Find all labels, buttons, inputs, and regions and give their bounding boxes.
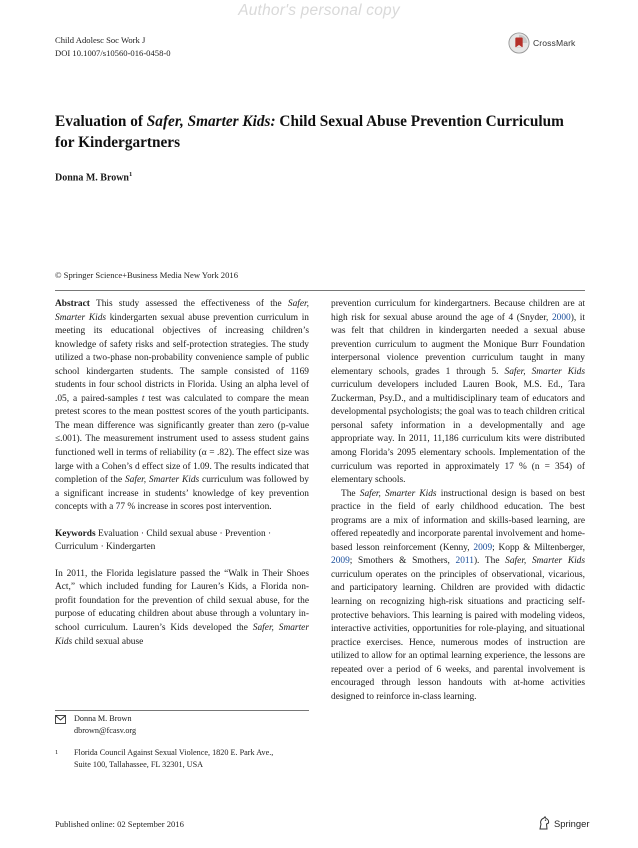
crossmark-badge[interactable] xyxy=(508,31,588,55)
publisher-name: Springer xyxy=(554,817,590,829)
contact-name: Donna M. Brown xyxy=(74,714,132,723)
left-column xyxy=(55,298,309,649)
footnote-divider xyxy=(55,710,309,711)
intro-paragraph: In 2011, the Florida legislature passed the “Walk in Their Shoes Act,” which included funding for Lauren’s Kids, a Florida non-profit foundation for the prevention of child sexual abuse, for the purpose of educating children about abuse through a voluntary in-school curriculum. Lauren’s Kids developed the Safer, Smarter Kids child sexual abuse xyxy=(55,568,309,647)
affiliation-number: 1 xyxy=(55,749,59,756)
affiliation-line: Florida Council Against Sexual Violence, 1820 E. Park Ave., xyxy=(74,748,274,757)
paragraph: prevention curriculum for kindergartners. Because children are at high risk for sexual abuse around the age of 4 (Snyder, 2000), it was felt that children in kindergarten needed a sexual abuse prevention curriculum to augment the Monique Burr Foundation interpersonal violence prevention curriculum taught in many elementary schools, grades 1 through 5. Safer, Smarter Kids curriculum developers included Lauren Book, M.S. Ed., Tara Zuckerman, Psy.D., and a multidisciplinary team of educators and developmental psychologists; the goal was to teach children critical personal safety information in a developmentally and age appropriate way. In 2011, 11,186 curriculum kits were distributed among Florida’s 2095 elementary schools. Implementation of the curriculum was reported in approximately 17 % (n = 354) of elementary schools. xyxy=(331,299,586,486)
watermark: Author's personal copy xyxy=(238,2,400,19)
citation-link[interactable]: 2011 xyxy=(455,556,474,567)
citation-link[interactable]: 2009 xyxy=(331,556,350,567)
copyright-line: © Springer Science+Business Media New York 2016 xyxy=(55,270,238,280)
keywords: Keywords Evaluation · Child sexual abuse · Prevention · Curriculum · Kindergarten xyxy=(55,528,272,553)
divider xyxy=(55,290,585,291)
author-name: Donna M. Brown$^1$ xyxy=(55,171,133,184)
citation-link[interactable]: 2000 xyxy=(551,312,571,323)
right-column xyxy=(331,298,585,704)
article-title: Evaluation of Safer, Smarter Kids: Child Sexual Abuse Prevention Curriculum for Kindergartners xyxy=(55,113,564,151)
crossmark-label: CrossMark xyxy=(533,38,576,48)
doi[interactable]: DOI 10.1007/s10560-016-0458-0 xyxy=(55,47,171,58)
publisher-logo xyxy=(537,816,589,830)
contact-email[interactable]: dbrown@fcasv.org xyxy=(74,726,137,735)
footnotes xyxy=(55,713,309,771)
affiliation-line: Suite 100, Tallahassee, FL 32301, USA xyxy=(74,760,204,769)
journal-header xyxy=(55,34,171,59)
envelope-icon xyxy=(55,715,66,724)
journal-name: Child Adolesc Soc Work J xyxy=(55,35,146,45)
crossmark-icon xyxy=(508,32,530,54)
paragraph: The Safer, Smarter Kids instructional design is based on best practice in the field of early childhood education. The best programs are a mix of information and skills-based learning, are offered repeatedly and incorporate parental involvement and home-based lesson reinforcement (Kenny, 2009; Kopp & Miltenberger, 2009; Smothers & Smothers, 2011). The Safer, Smarter Kids curriculum operates on the principles of observational, vicarious, and participatory learning. Children are provided with didactic learning on recognizing high-risk situations and practicing self-protective behaviors. This learning is paired with modeling videos, interactive activities, opportunities for role-playing, and situational practice exercises. Hence, numerous modes of instruction are utilized to allow for an optimal learning experience, the lessons are repeated over a period of 6 weeks, and parental involvement is encouraged through lesson handouts with at-home activities designed to reinforce in-class learning. xyxy=(331,488,586,702)
springer-horse-icon xyxy=(537,816,551,830)
published-date: Published online: 02 September 2016 xyxy=(55,819,184,829)
citation-link[interactable]: 2009 xyxy=(473,542,493,553)
abstract: Abstract This study assessed the effectiveness of the Safer, Smarter Kids kindergarten sexual abuse prevention curriculum in meeting its educational objectives of increasing children’s knowledge of safety risks and self-protection strategies. The study utilized a two-phase non-probability convenience sample of public school kindergarten students. The sample consisted of 1169 students in four school districts in Florida. Using an alpha level of .05, a paired-samples t test was calculated to compare the mean pretest scores to the mean posttest scores of the youth participants. The mean difference was significantly greater than zero (p-value ≤.001). The measurement instrument used to assess student gains functioned well in terms of reliability (α = .82). The effect size was large with a Cohen’s d effect size of 1.09. The results indicated that completion of the Safer, Smarter Kids curriculum was followed by a significant increase in students’ knowledge of key prevention concepts with a 77 % increase in scores post intervention. xyxy=(55,299,309,513)
